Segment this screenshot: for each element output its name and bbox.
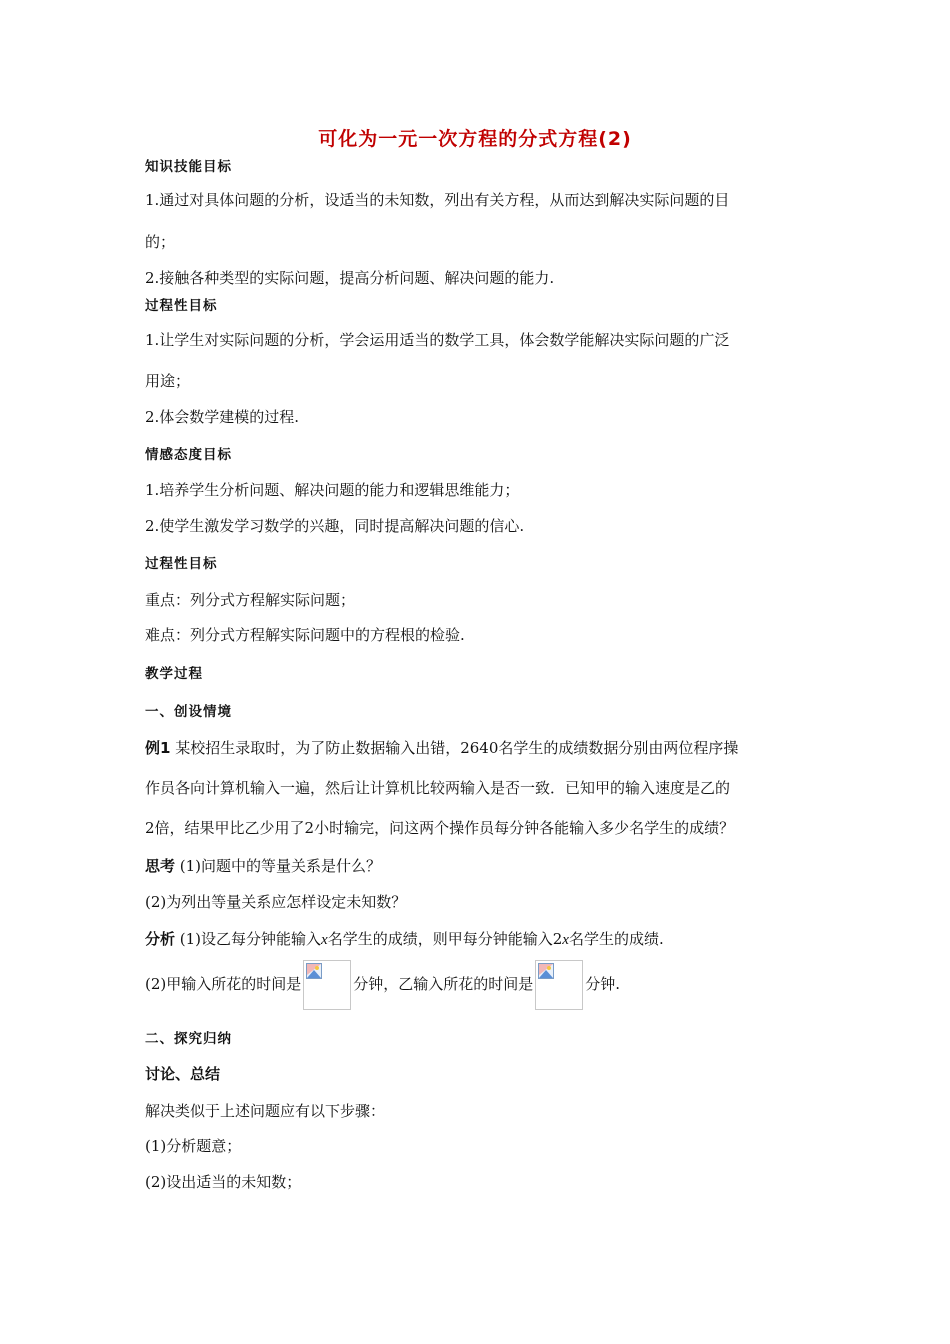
heading-part-one: 一、创设情境	[145, 704, 232, 720]
heading-teaching-process: 教学过程	[145, 666, 203, 682]
analysis-text: 名学生的成绩，则甲每分钟能输入2	[327, 930, 563, 948]
broken-image-icon	[538, 963, 554, 979]
analysis-line	[145, 928, 664, 949]
paragraph-line: (1)分析题意；	[145, 1137, 242, 1155]
think-label: 思考	[145, 857, 176, 875]
formula-image-placeholder	[303, 960, 351, 1010]
subheading-discussion: 讨论、总结	[145, 1065, 221, 1083]
paragraph-line: 1.通过对具体问题的分析，设适当的未知数，列出有关方程，从而达到解决实际问题的目	[145, 191, 730, 209]
analysis-text: (2)甲输入所花的时间是	[145, 975, 302, 993]
analysis-text: 名学生的成绩.	[568, 930, 664, 948]
example-label: 例1	[145, 739, 171, 757]
example-line	[145, 737, 738, 758]
think-text: (1)问题中的等量关系是什么？	[175, 857, 382, 875]
analysis-text: (1)设乙每分钟能输入	[175, 930, 322, 948]
analysis-line-2	[145, 960, 620, 1010]
variable-x: x	[321, 932, 328, 948]
heading-part-two: 二、探究归纳	[145, 1031, 232, 1047]
analysis-label: 分析	[145, 930, 176, 948]
paragraph-line: (2)设出适当的未知数；	[145, 1173, 302, 1191]
formula-image-placeholder	[535, 960, 583, 1010]
paragraph-line: 用途；	[145, 372, 191, 390]
paragraph-line: 2.体会数学建模的过程.	[145, 408, 300, 426]
think-line	[145, 855, 381, 876]
paragraph-line: 2.接触各种类型的实际问题，提高分析问题、解决问题的能力.	[145, 269, 555, 287]
variable-x: x	[562, 932, 569, 948]
paragraph-line: 难点：列分式方程解实际问题中的方程根的检验.	[145, 626, 465, 644]
example-line: 2倍，结果甲比乙少用了2小时输完，问这两个操作员每分钟各能输入多少名学生的成绩？	[145, 819, 735, 837]
example-line: 作员各向计算机输入一遍，然后让计算机比较两输入是否一致．已知甲的输入速度是乙的	[145, 779, 731, 797]
paragraph-line: 1.让学生对实际问题的分析，学会运用适当的数学工具，体会数学能解决实际问题的广泛	[145, 331, 730, 349]
paragraph-line: 解决类似于上述问题应有以下步骤：	[145, 1102, 386, 1120]
heading-process-goals: 过程性目标	[145, 298, 218, 314]
heading-knowledge-goals: 知识技能目标	[145, 159, 232, 175]
paragraph-line: 的；	[145, 233, 176, 251]
paragraph-line: 重点：列分式方程解实际问题；	[145, 591, 356, 609]
example-text: 某校招生录取时，为了防止数据输入出错，2640名学生的成绩数据分别由两位程序操	[170, 739, 739, 757]
think-line: (2)为列出等量关系应怎样设定未知数？	[145, 893, 407, 911]
analysis-text: 分钟.	[585, 975, 621, 993]
heading-process-goals-2: 过程性目标	[145, 556, 218, 572]
paragraph-line: 1.培养学生分析问题、解决问题的能力和逻辑思维能力；	[145, 481, 520, 499]
heading-attitude-goals: 情感态度目标	[145, 447, 232, 463]
broken-image-icon	[306, 963, 322, 979]
paragraph-line: 2.使学生激发学习数学的兴趣，同时提高解决问题的信心.	[145, 517, 525, 535]
analysis-text: 分钟，乙输入所花的时间是	[353, 975, 534, 993]
page-title: 可化为一元一次方程的分式方程(2)	[318, 128, 632, 150]
